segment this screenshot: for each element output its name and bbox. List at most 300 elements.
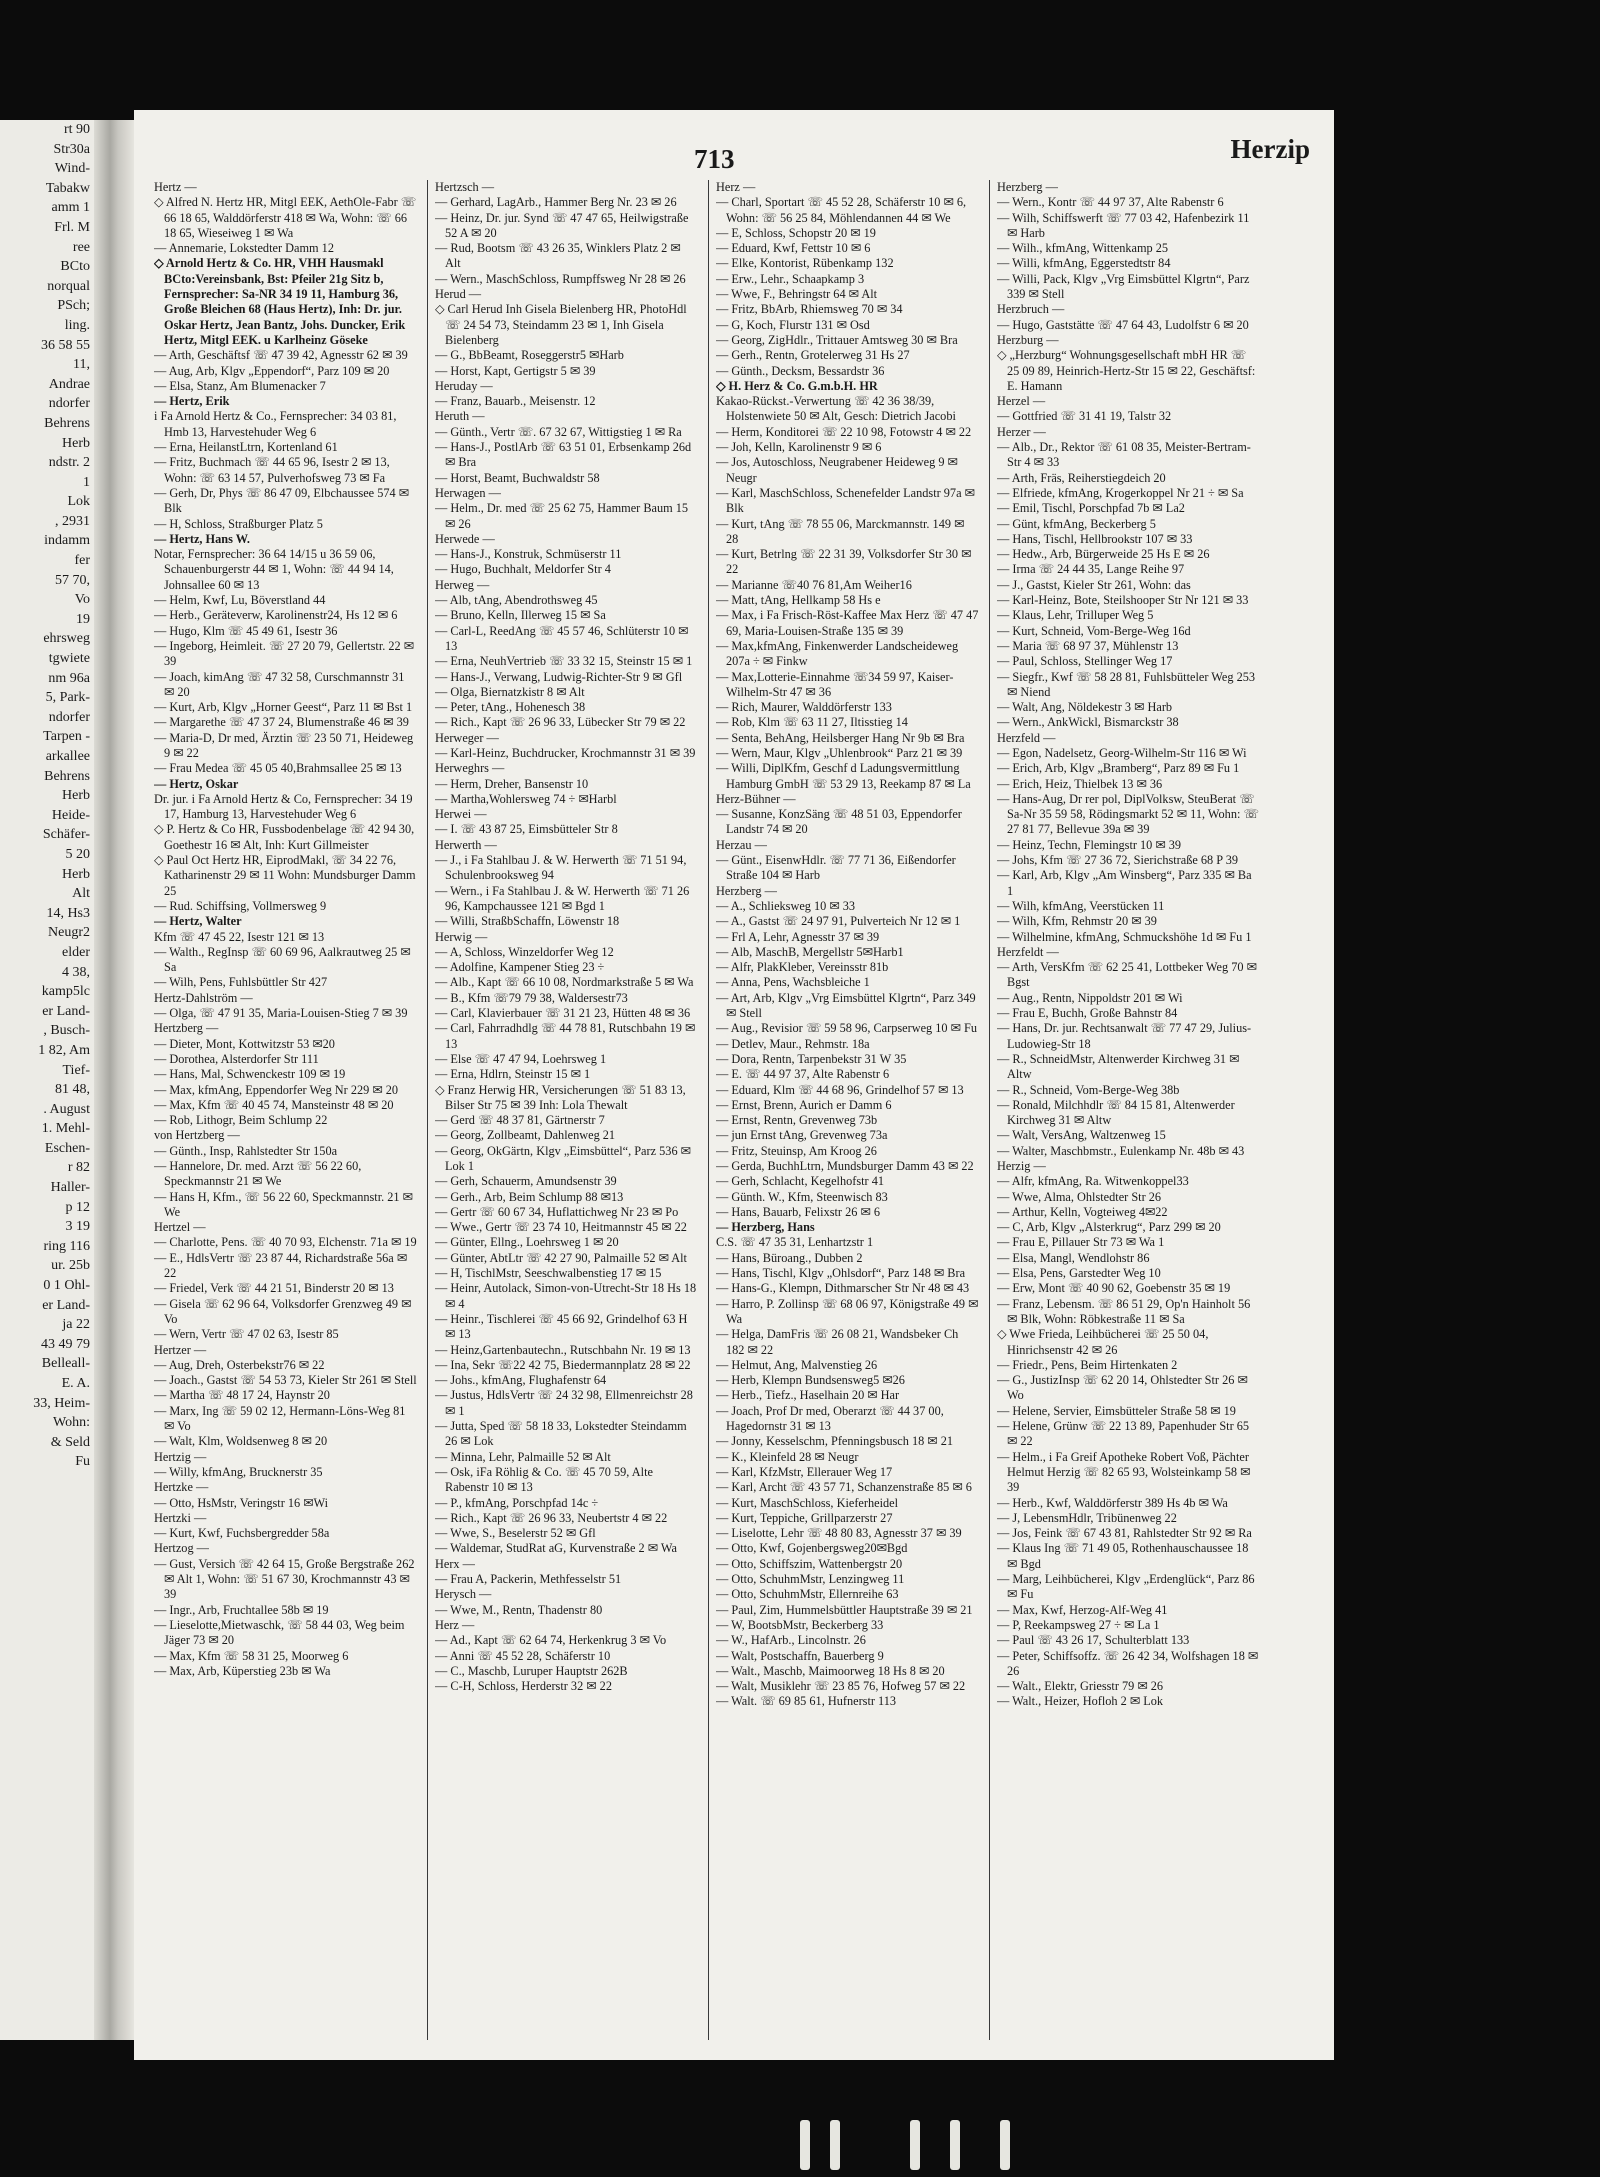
fragment-line: Eschen- — [44, 1140, 90, 1156]
directory-entry: — Peter, Schiffsoffz. ☏ 26 42 34, Wolfshagen 18 ✉ 26 — [997, 1648, 1259, 1678]
fragment-line: norqual — [47, 278, 90, 294]
directory-entry: — Gisela ☏ 62 96 64, Volksdorfer Grenzweg 49 ✉ Vo — [154, 1296, 412, 1326]
directory-entry: — Hans-J., Konstruk, Schmüserstr 11 — [435, 547, 622, 562]
directory-entry: — Hans H, Kfm., ☏ 56 22 60, Speckmannstr. 21 ✉ We — [154, 1189, 413, 1219]
directory-entry: — Matt, tAng, Hellkamp 58 Hs e — [716, 593, 881, 608]
fragment-line: BCto — [60, 259, 90, 275]
fragment-line: Alt — [72, 886, 90, 902]
directory-entry: — Peter, tAng., Hohenesch 38 — [435, 700, 586, 715]
directory-entry: — Wern., i Fa Stahlbau J. & W. Herwerth ☏ 71 26 96, Kampchaussee 121 ✉ Bgd 1 — [435, 883, 690, 913]
directory-entry: — Elsa, Pens, Garstedter Weg 10 — [997, 1266, 1161, 1281]
directory-entry: — Wwe., Gertr ☏ 23 74 10, Heitmannstr 45 ✉ 22 — [435, 1220, 687, 1235]
directory-entry: — Franz, Lebensm. ☏ 86 51 29, Op'n Hainholt 56 ✉ Blk, Wohn: Röbkestraße 11 ✉ Sa — [997, 1296, 1251, 1326]
fragment-line: Fu — [75, 1454, 90, 1470]
directory-entry: — Johs, Kfm ☏ 27 36 72, Sierichstraße 68 P 39 — [997, 853, 1239, 868]
directory-column-3 — [716, 180, 979, 2050]
directory-entry: — Max, Kfm ☏ 58 31 25, Moorweg 6 — [154, 1648, 349, 1663]
directory-entry: — Martha ☏ 48 17 24, Haynstr 20 — [154, 1388, 330, 1403]
directory-entry: — Max, Kfm ☏ 40 45 74, Mansteinstr 48 ✉ 20 — [154, 1097, 394, 1112]
directory-entry: Hertzig — — [154, 1449, 207, 1464]
directory-entry: — Walth., RegInsp ☏ 60 69 96, Aalkrautweg 25 ✉ Sa — [154, 944, 411, 975]
directory-entry: — Carl, Klavierbauer ☏ 31 21 23, Hütten 48 ✉ 36 — [435, 1006, 691, 1021]
directory-entry: — Kurt, Schneid, Vom-Berge-Weg 16d — [997, 623, 1191, 638]
directory-entry: — Otto, SchuhmMstr, Ellernreihe 63 — [716, 1587, 899, 1602]
directory-entry: — Heinz,Gartenbautechn., Rutschbahn Nr. 19 ✉ 13 — [435, 1342, 691, 1357]
directory-entry: — Eduard, Klm ☏ 44 68 96, Grindelhof 57 ✉ 13 — [716, 1082, 964, 1097]
fragment-line: Heide- — [51, 807, 90, 823]
directory-entry: — Hertz, Hans W. — [154, 531, 250, 546]
directory-entry: — Gerh, Schauerm, Amundsenstr 39 — [435, 1174, 617, 1189]
directory-entry: Herzberg — — [997, 180, 1058, 194]
directory-entry: — Hans-J., PostlArb ☏ 63 51 01, Erbsenkamp 26d ✉ Bra — [435, 440, 692, 470]
directory-entry: — Max, Kwf, Herzog-Alf-Weg 41 — [997, 1602, 1168, 1617]
directory-entry: — Emil, Tischl, Porschpfad 7b ✉ La2 — [997, 501, 1185, 516]
directory-entry: — Adolfine, Kampener Stieg 23 ÷ — [435, 960, 605, 975]
fragment-line: p 12 — [65, 1199, 90, 1215]
directory-entry: — Elke, Kontorist, Rübenkamp 132 — [716, 256, 894, 271]
fragment-line: , 2931 — [55, 513, 90, 529]
column-rule — [989, 180, 990, 2040]
directory-entry: ◇ Paul Oct Hertz HR, EiprodMakl, ☏ 34 22 76, Katharinenstr 29 ✉ 11 Wohn: Mundsburger Damm 25 — [154, 853, 416, 898]
directory-entry: — J., Gastst, Kieler Str 261, Wohn: das — [997, 577, 1191, 592]
directory-entry: — Klaus Ing ☏ 71 49 05, Rothenhauschaussee 18 ✉ Bgd — [997, 1541, 1249, 1571]
directory-entry: — Kurt, Betrlng ☏ 22 31 39, Volksdorfer Str 30 ✉ 22 — [716, 547, 972, 577]
directory-entry: — Walt, VersAng, Waltzenweg 15 — [997, 1128, 1166, 1143]
directory-entry: — Heinz, Dr. jur. Synd ☏ 47 47 65, Heilwigstraße 52 A ✉ 20 — [435, 210, 689, 240]
directory-entry: — Walt., Elektr, Griesstr 79 ✉ 26 — [997, 1679, 1164, 1694]
directory-entry: Hertzke — — [154, 1480, 209, 1495]
directory-entry: — Fritz, Steuinsp, Am Kroog 26 — [716, 1143, 877, 1158]
directory-entry: — Max, i Fa Frisch-Röst-Kaffee Max Herz ☏ 47 47 69, Maria-Louisen-Straße 135 ✉ 39 — [716, 608, 979, 638]
fragment-line: arkallee — [45, 749, 90, 764]
fragment-line: Neugr2 — [48, 925, 90, 941]
directory-entry: ◇ Alfred N. Hertz HR, Mitgl EEK, AethOle-Fabr ☏ 66 18 65, Walddörferstr 418 ✉ Wa, Wohn: ☏ 66 18 65, Wieseiweg 1 ✉ Wa — [154, 195, 417, 240]
directory-entry: ◇ „Herzburg“ Wohnungsgesellschaft mbH HR ☏ 25 09 89, Heinrich-Hertz-Str 15 ✉ 22, Geschäftsf: E. Hamann — [997, 348, 1256, 393]
directory-entry: — Hertz, Erik — [154, 394, 230, 409]
directory-entry: Hertzberg — — [154, 1021, 219, 1036]
directory-entry: — Else ☏ 47 47 94, Loehrsweg 1 — [435, 1051, 607, 1066]
directory-entry: — Ingeborg, Heimleit. ☏ 27 20 79, Gellertstr. 22 ✉ 39 — [154, 638, 415, 669]
directory-entry: — Georg, OkGärtn, Klgv „Eimsbüttel“, Parz 536 ✉ Lok 1 — [435, 1143, 691, 1173]
directory-entry: — Helm, Kwf, Lu, Böverstland 44 — [154, 593, 326, 608]
directory-entry: — Wern, Maur, Klgv „Uhlenbrook“ Parz 21 ✉ 39 — [716, 745, 963, 760]
directory-entry: — Otto, Kwf, Gojenbergsweg20✉Bgd — [716, 1541, 908, 1556]
directory-entry: — Günth. W., Kfm, Steenwisch 83 — [716, 1189, 888, 1204]
directory-entry: — Gerh, Schlacht, Kegelhofstr 41 — [716, 1174, 885, 1189]
directory-entry: — Alb., Kapt ☏ 66 10 08, Nordmarkstraße 5 ✉ Wa — [435, 975, 694, 990]
adjacent-page-fragment — [0, 120, 94, 2040]
directory-entry: Herzau — — [716, 837, 767, 852]
directory-entry: — Eduard, Kwf, Fettstr 10 ✉ 6 — [716, 241, 871, 256]
directory-entry: — Hertz, Walter — [154, 914, 242, 929]
directory-entry: — Kurt, Arb, Klgv „Horner Geest“, Parz 11 ✉ Bst 1 — [154, 700, 413, 715]
directory-entry: Kakao-Rückst.-Verwertung ☏ 42 36 38/39, Holstenwiete 50 ✉ Alt, Gesch: Dietrich Jacobi — [716, 394, 956, 424]
fragment-line: 3 19 — [65, 1219, 90, 1235]
fragment-line: tgwiete — [48, 651, 90, 667]
directory-entry: — Walt, Ang, Nöldekestr 3 ✉ Harb — [997, 700, 1173, 715]
directory-entry: — Hedw., Arb, Bürgerweide 25 Hs E ✉ 26 — [997, 547, 1210, 562]
directory-entry: Hertzog — — [154, 1541, 209, 1556]
directory-entry: — Wwe, S., Beselerstr 52 ✉ Gfl — [435, 1526, 596, 1541]
directory-entry: — Rich, Maurer, Walddörferstr 133 — [716, 700, 892, 715]
directory-entry: — Rich., Kapt ☏ 26 96 33, Lübecker Str 79 ✉ 22 — [435, 715, 686, 730]
directory-entry: — Maria-D, Dr med, Ärztin ☏ 23 50 71, Heideweg 9 ✉ 22 — [154, 730, 414, 760]
directory-entry: — Gerd ☏ 48 37 81, Gärtnerstr 7 — [435, 1113, 605, 1128]
directory-entry: — Günt, kfmAng, Beckerberg 5 — [997, 516, 1156, 531]
directory-entry: — Rob, Klm ☏ 63 11 27, Iltisstieg 14 — [716, 715, 908, 730]
directory-entry: — Lieselotte,Mietwaschk, ☏ 58 44 03, Weg beim Jäger 73 ✉ 20 — [154, 1617, 405, 1648]
directory-entry: — Willi, kfmAng, Eggerstedtstr 84 — [997, 256, 1171, 271]
directory-entry: Herzbruch — — [997, 302, 1065, 317]
directory-entry: — Herm, Dreher, Bansenstr 10 — [435, 776, 589, 791]
directory-entry: — Walt. ☏ 69 85 61, Hufnerstr 113 — [716, 1694, 897, 1709]
directory-entry: — Charlotte, Pens. ☏ 40 70 93, Elchenstr. 71a ✉ 19 — [154, 1235, 417, 1250]
directory-entry: — Aug., Rentn, Nippoldstr 201 ✉ Wi — [997, 990, 1183, 1005]
directory-entry: — Elsa, Stanz, Am Blumenacker 7 — [154, 378, 326, 393]
directory-entry: — J., i Fa Stahlbau J. & W. Herwerth ☏ 71 51 94, Schulenbrooksweg 94 — [435, 853, 687, 883]
directory-entry: — E. ☏ 44 97 37, Alte Rabenstr 6 — [716, 1067, 890, 1082]
fragment-line: Herb — [62, 866, 90, 882]
directory-entry: — Jos, Autoschloss, Neugrabener Heideweg 9 ✉ Neugr — [716, 455, 958, 485]
directory-entry: — Erna, NeuhVertrieb ☏ 33 32 15, Steinstr 15 ✉ 1 — [435, 654, 693, 669]
directory-entry: — Heinr., Tischlerei ☏ 45 66 92, Grindelhof 63 H ✉ 13 — [435, 1311, 688, 1342]
directory-entry: — Jonny, Kesselschm, Pfenningsbusch 18 ✉ 21 — [716, 1434, 953, 1449]
directory-entry: — Frau E, Buchh, Große Bahnstr 84 — [997, 1006, 1178, 1021]
fragment-line: er Land- — [42, 1003, 90, 1019]
fragment-line: Str30a — [53, 141, 90, 157]
directory-entry: — Rud, Bootsm ☏ 43 26 35, Winklers Platz 2 ✉ Alt — [435, 241, 681, 271]
directory-entry: — Gust, Versich ☏ 42 64 15, Große Bergstraße 262 ✉ Alt 1, Wohn: ☏ 51 67 30, Krochmannstr 43 ✉39 — [154, 1556, 415, 1602]
directory-entry: — Herb., Tiefz., Haselhain 20 ✉ Har — [716, 1388, 900, 1403]
directory-entry: Heruth — — [435, 409, 485, 424]
directory-entry: — Rud. Schiffsing, Vollmersweg 9 — [154, 898, 327, 913]
fragment-line: Schäfer- — [42, 827, 90, 843]
directory-entry: — Joh, Kelln, Karolinenstr 9 ✉ 6 — [716, 440, 882, 455]
directory-entry: Herx — — [435, 1556, 475, 1571]
directory-entry: — P., kfmAng, Porschpfad 14c ÷ — [435, 1495, 599, 1510]
fragment-line: 5 20 — [65, 846, 90, 862]
directory-entry: — Helga, DamFris ☏ 26 08 21, Wandsbeker Ch 182 ✉ 22 — [716, 1327, 959, 1357]
directory-entry: — Alb, tAng, Abendrothsweg 45 — [435, 593, 598, 608]
directory-entry: — Harro, P. Zollinsp ☏ 68 06 97, Königstraße 49 ✉ Wa — [716, 1296, 979, 1326]
directory-entry: — Frau E, Pillauer Str 73 ✉ Wa 1 — [997, 1235, 1165, 1250]
fragment-line: kamp5lc — [41, 984, 90, 1000]
directory-entry: — Klaus, Lehr, Trilluper Weg 5 — [997, 608, 1154, 623]
fragment-line: ndstr. 2 — [48, 455, 90, 471]
directory-entry: — Olga, ☏ 47 91 35, Maria-Louisen-Stieg 7 ✉ 39 — [154, 1006, 408, 1021]
directory-entry: i Fa Arnold Hertz & Co., Fernsprecher: 34 03 81, Hmb 13, Harvestehuder Weg 6 — [154, 409, 397, 439]
directory-entry: — Frl A, Lehr, Agnesstr 37 ✉ 39 — [716, 929, 880, 944]
directory-entry: — Gerda, BuchhLtrn, Mundsburger Damm 43 ✉ 22 — [716, 1159, 974, 1173]
directory-entry: ◇ Arnold Hertz & Co. HR, VHH Hausmakl BCto:Vereinsbank, Bst: Pfeiler 21g Sitz b, Fernsprecher: Sa-NR 34 19 11, Hamburg 36, Große Bleichen 68 (Haus Hertz), Inh: Dr. jur. Oskar Hertz, Jean Bantz, Johs. Duncker, Erik Hertz, Mitgl EEK. u Karlheinz Göseke — [154, 256, 406, 347]
directory-entry: — Wilhelmine, kfmAng, Schmuckshöhe 1d ✉ Fu 1 — [997, 929, 1252, 944]
directory-entry: — Wwe, Alma, Ohlstedter Str 26 — [997, 1189, 1162, 1204]
directory-entry: — Bruno, Kelln, Illerweg 15 ✉ Sa — [435, 608, 606, 623]
directory-entry: — Walter, Maschbmstr., Eulenkamp Nr. 48b ✉ 43 — [997, 1143, 1245, 1158]
directory-entry: — Wilh, Schiffswerft ☏ 77 03 42, Hafenbezirk 11 ✉ Harb — [997, 210, 1250, 240]
fragment-line: er Land- — [42, 1297, 90, 1313]
directory-entry: — Ingr., Arb, Fruchtallee 58b ✉ 19 — [154, 1602, 329, 1617]
directory-entry: — Gerh., Arb, Beim Schlump 88 ✉13 — [435, 1189, 624, 1204]
directory-entry: Herweghrs — — [435, 761, 505, 776]
directory-entry: — Max, kfmAng, Eppendorfer Weg Nr 229 ✉ 20 — [154, 1082, 399, 1097]
directory-entry: — Hans, Tischl, Hellbrookstr 107 ✉ 33 — [997, 531, 1193, 546]
fragment-line: Andrae — [48, 376, 90, 392]
directory-entry: Notar, Fernsprecher: 36 64 14/15 u 36 59 06, Schauenburgerstr 44 ✉ 1, Wohn: ☏ 44 94 14, Johnsallee 60 ✉ 13 — [154, 547, 394, 592]
book-gutter — [94, 120, 134, 2040]
fragment-line: ndorfer — [48, 709, 90, 725]
directory-entry: C.S. ☏ 47 35 31, Lenhartzstr 1 — [716, 1235, 874, 1250]
directory-entry: — Jutta, Sped ☏ 58 18 33, Lokstedter Steindamm 26 ✉ Lok — [435, 1419, 687, 1449]
directory-entry: ◇ Carl Herud Inh Gisela Bielenberg HR, PhotoHdl ☏ 24 54 73, Steindamm 23 ✉ 1, Inh Gisela Bielenberg — [435, 302, 687, 347]
directory-entry: — Paul, Schloss, Stellinger Weg 17 — [997, 654, 1173, 669]
directory-entry: — Johs., kfmAng, Flughafenstr 64 — [435, 1373, 607, 1388]
directory-entry: — Siegfr., Kwf ☏ 58 28 81, Fuhlsbütteler Weg 253 ✉ Niend — [997, 669, 1256, 699]
directory-entry: Herz-Bühner — — [716, 791, 796, 806]
fragment-line: indamm — [44, 533, 90, 549]
directory-entry: — Minna, Lehr, Palmaille 52 ✉ Alt — [435, 1449, 611, 1464]
directory-entry: — Helene, Grünw ☏ 22 13 89, Papenhuder Str 65 ✉ 22 — [997, 1419, 1250, 1449]
directory-entry: — Herb., Kwf, Walddörferstr 389 Hs 4b ✉ Wa — [997, 1495, 1228, 1510]
directory-entry: — Carl-L, ReedAng ☏ 45 57 46, Schlüterstr 10 ✉ 13 — [435, 623, 689, 653]
directory-entry: — Rich., Kapt ☏ 26 96 33, Neubertstr 4 ✉ 22 — [435, 1510, 668, 1525]
fragment-line: Behrens — [44, 415, 90, 431]
directory-entry: — Gerh, Dr, Phys ☏ 86 47 09, Elbchaussee 574 ✉ Blk — [154, 485, 410, 516]
directory-entry: — Alfr, PlakKleber, Vereinsstr 81b — [716, 960, 889, 975]
directory-entry: — Hugo, Gaststätte ☏ 47 64 43, Ludolfstr 6 ✉ 20 — [997, 317, 1249, 332]
fragment-line: PSch; — [57, 298, 90, 314]
directory-entry: — Wern., MaschSchloss, Rumpffsweg Nr 28 ✉ 26 — [435, 271, 686, 286]
directory-entry: — Kurt, tAng ☏ 78 55 06, Marckmannstr. 149 ✉ 28 — [716, 516, 965, 546]
directory-entry: — Herm, Konditorei ☏ 22 10 98, Fotowstr 4 ✉ 22 — [716, 424, 972, 439]
directory-entry: — Wern., Kontr ☏ 44 97 37, Alte Rabenstr 6 — [997, 195, 1224, 210]
directory-entry: — Karl, KfzMstr, Ellerauer Weg 17 — [716, 1464, 893, 1479]
directory-entry: Herysch — — [435, 1587, 492, 1602]
directory-entry: — Anna, Pens, Wachsbleiche 1 — [716, 975, 870, 990]
directory-entry: — Hugo, Buchhalt, Meldorfer Str 4 — [435, 562, 611, 577]
directory-entry: Hertz-Dahlström — — [154, 990, 253, 1005]
directory-entry: — Elsa, Mangl, Wendlohstr 86 — [997, 1250, 1150, 1265]
directory-entry: — Max,kfmAng, Finkenwerder Landscheideweg 207a ÷ ✉ Finkw — [716, 638, 959, 669]
directory-entry: — Hans-G., Klempn, Dithmarscher Str Nr 48 ✉ 43 — [716, 1281, 970, 1296]
directory-entry: Herud — — [435, 287, 482, 302]
fragment-line: 14, Hs3 — [46, 905, 90, 921]
fragment-line: Haller- — [50, 1180, 90, 1196]
directory-entry: — Ad., Kapt ☏ 62 64 74, Herkenkrug 3 ✉ Vo — [435, 1633, 667, 1648]
directory-entry: — P, Reekampsweg 27 ÷ ✉ La 1 — [997, 1617, 1160, 1632]
fragment-line: 11, — [73, 357, 90, 373]
directory-column-2 — [435, 180, 698, 2050]
fragment-line: Behrens — [44, 768, 90, 784]
directory-entry: — Walt, Postschaffn, Bauerberg 9 — [716, 1648, 884, 1663]
directory-entry: — Heinr, Autolack, Simon-von-Utrecht-Str 18 Hs 18 ✉ 4 — [435, 1281, 697, 1311]
fragment-line: Lok — [67, 494, 90, 510]
directory-entry: — Heinz, Techn, Flemingstr 10 ✉ 39 — [997, 837, 1182, 852]
fragment-line: ja 22 — [62, 1317, 90, 1333]
directory-entry: — Maria ☏ 68 97 37, Mühlenstr 13 — [997, 638, 1179, 653]
directory-entry: Herzfeldt — — [997, 944, 1059, 959]
directory-entry: — Helm., i Fa Greif Apotheke Robert Voß, Pächter Helmut Herzig ☏ 82 65 93, Wolsteinkamp 58 ✉ 39 — [997, 1449, 1251, 1495]
directory-entry: — B., Kfm ☏79 79 38, Waldersestr73 — [435, 990, 628, 1005]
directory-entry: — Joach., Gastst ☏ 54 53 73, Kieler Str 261 ✉ Stell — [154, 1373, 417, 1388]
scan-edge-marks — [800, 2120, 1060, 2177]
directory-entry: — Willi, Pack, Klgv „Vrg Eimsbüttel Klgrtn“, Parz 339 ✉ Stell — [997, 271, 1250, 302]
fragment-line: fer — [74, 553, 90, 569]
directory-entry: — Osk, iFa Röhlig & Co. ☏ 45 70 59, Alte Rabenstr 10 ✉ 13 — [435, 1464, 653, 1495]
fragment-line: 1. Mehl- — [41, 1121, 90, 1137]
directory-entry: — Susanne, KonzSäng ☏ 48 51 03, Eppendorfer Landstr 74 ✉ 20 — [716, 807, 962, 837]
directory-entry: — Hans, Bauarb, Felixstr 26 ✉ 6 — [716, 1204, 880, 1219]
fragment-line: 4 38, — [62, 964, 90, 980]
directory-entry: — H, TischlMstr, Seeschwalbenstieg 17 ✉ 15 — [435, 1266, 662, 1281]
directory-entry: Hertz — — [154, 180, 197, 194]
directory-entry: — Wwe, F., Behringstr 64 ✉ Alt — [716, 287, 878, 302]
directory-entry: — Karl, Archt ☏ 43 57 71, Schanzenstraße 85 ✉ 6 — [716, 1480, 972, 1495]
column-rule — [708, 180, 709, 2040]
directory-entry: Hertzsch — — [435, 180, 495, 194]
directory-entry: — Aug, Dreh, Osterbekstr76 ✉ 22 — [154, 1357, 325, 1372]
fragment-line: 36 58 55 — [41, 337, 90, 353]
fragment-line: & Seld — [50, 1434, 90, 1450]
fragment-line: Wohn: — [53, 1415, 90, 1431]
directory-column-4 — [997, 180, 1260, 2050]
directory-entry: — Joach, kimAng ☏ 47 32 58, Curschmannstr 31 ✉ 20 — [154, 669, 405, 699]
directory-entry: — Gottfried ☏ 31 41 19, Talstr 32 — [997, 409, 1172, 424]
directory-entry: — Karl-Heinz, Buchdrucker, Krochmannstr 31 ✉ 39 — [435, 745, 696, 760]
directory-entry: — Willi, StraßbSchaffn, Löwenstr 18 — [435, 914, 620, 929]
directory-entry: — Wwe, M., Rentn, Thadenstr 80 — [435, 1602, 603, 1617]
directory-entry: — Arthur, Kelln, Vogteiweg 4✉22 — [997, 1204, 1168, 1219]
directory-entry: — Elfriede, kfmAng, Krogerkoppel Nr 21 ÷ ✉ Sa — [997, 485, 1244, 500]
directory-entry: — Hans, Mal, Schwenckestr 109 ✉ 19 — [154, 1067, 346, 1082]
directory-entry: — Hans, Tischl, Klgv „Ohlsdorf“, Parz 148 ✉ Bra — [716, 1266, 966, 1281]
directory-entry: — Ina, Sekr ☏22 42 75, Biedermannplatz 28 ✉ 22 — [435, 1357, 691, 1372]
directory-entry: Hertzel — — [154, 1220, 206, 1235]
directory-entry: — Annemarie, Lokstedter Damm 12 — [154, 241, 334, 256]
fragment-line: Herb — [62, 788, 90, 804]
directory-entry: — Marg, Leihbücherei, Klgv „Erdenglück“, Parz 86 ✉ Fu — [997, 1572, 1255, 1602]
directory-entry: Herwagen — — [435, 485, 501, 500]
fragment-line: amm 1 — [51, 200, 90, 216]
directory-entry: — Aug, Arb, Klgv „Eppendorf“, Parz 109 ✉ 20 — [154, 363, 390, 378]
directory-entry: — Egon, Nadelsetz, Georg-Wilhelm-Str 116 ✉ Wi — [997, 745, 1247, 760]
directory-entry: — Arth, Fräs, Reiherstiegdeich 20 — [997, 470, 1166, 485]
directory-entry: — Otto, Schiffszim, Wattenbergstr 20 — [716, 1556, 903, 1571]
fragment-line: Tief- — [62, 1062, 90, 1078]
directory-entry: — K., Kleinfeld 28 ✉ Neugr — [716, 1449, 859, 1464]
directory-entry: — Walt, Musiklehr ☏ 23 85 76, Hofweg 57 ✉ 22 — [716, 1679, 966, 1694]
directory-entry: — Alb, MaschB, Mergellstr 5✉Harb1 — [716, 944, 904, 959]
directory-entry: — Hans-Aug, Dr rer pol, DiplVolksw, SteuBerat ☏ Sa-Nr 35 59 58, Rödingsmarkt 52 ✉ 11, Wohn: ☏ 27 81 77, Bellevue 39a ✉ 39 — [997, 791, 1259, 837]
directory-entry: — Willy, kfmAng, Brucknerstr 35 — [154, 1464, 323, 1479]
directory-entry: — R., SchneidMstr, Altenwerder Kirchweg 31 ✉ Altw — [997, 1051, 1240, 1082]
fragment-line: E. A. — [61, 1376, 90, 1391]
directory-entry: Herweger — — [435, 730, 499, 745]
directory-entry: — Gerh., Rentn, Grotelerweg 31 Hs 27 — [716, 348, 910, 363]
directory-entry: Herwei — — [435, 807, 487, 822]
directory-entry: — Hans, Dr. jur. Rechtsanwalt ☏ 77 47 29, Julius-Ludowieg-Str 18 — [997, 1021, 1252, 1051]
directory-entry: — A, Schloss, Winzeldorfer Weg 12 — [435, 944, 614, 959]
directory-entry: Herwig — — [435, 929, 488, 944]
column-rule — [427, 180, 428, 2040]
directory-entry: — A., Gastst ☏ 24 97 91, Pulverteich Nr 12 ✉ 1 — [716, 914, 961, 929]
fragment-line: ring 116 — [43, 1238, 90, 1254]
directory-entry: — Herzberg, Hans — [716, 1220, 815, 1235]
fragment-line: 33, Heim- — [33, 1395, 90, 1411]
directory-entry: — Dora, Rentn, Tarpenbekstr 31 W 35 — [716, 1051, 907, 1066]
fragment-line: Wind- — [54, 161, 90, 177]
directory-entry: Herz — — [716, 180, 756, 194]
directory-entry: — Günt., EisenwHdlr. ☏ 77 71 36, Eißendorfer Straße 104 ✉ Harb — [716, 853, 956, 883]
directory-entry: Kfm ☏ 47 45 22, Isestr 121 ✉ 13 — [154, 929, 325, 944]
directory-entry: — Helm., Dr. med ☏ 25 62 75, Hammer Baum 15 ✉ 26 — [435, 501, 689, 531]
directory-entry: — Ronald, Milchhdlr ☏ 84 15 81, Altenwerder Kirchweg 31 ✉ Altw — [997, 1097, 1235, 1128]
directory-entry: — G., BbBeamt, Roseggerstr5 ✉Harb — [435, 348, 624, 363]
directory-entry: — Joach, Prof Dr med, Oberarzt ☏ 44 37 00, Hagedornstr 31 ✉ 13 — [716, 1403, 944, 1434]
directory-entry: — Günter, Ellng., Loehrsweg 1 ✉ 20 — [435, 1235, 619, 1250]
directory-entry: — Willi, DiplKfm, Geschf d Ladungsvermittlung Hamburg GmbH ☏ 53 29 13, Reekamp 87 ✉ La — [716, 761, 971, 791]
directory-entry: — Erw., Lehr., Schaapkamp 3 — [716, 271, 865, 286]
directory-entry: — Senta, BehAng, Heilsberger Hang Nr 9b ✉ Bra — [716, 730, 965, 745]
directory-entry: — Art, Arb, Klgv „Vrg Eimsbüttel Klgrtn“, Parz 349 ✉ Stell — [716, 990, 976, 1021]
directory-entry: — Rob, Lithogr, Beim Schlump 22 — [154, 1113, 328, 1128]
directory-entry: — Detlev, Maur., Rehmstr. 18a — [716, 1036, 870, 1051]
directory-entry: — Erna, Hdlrn, Steinstr 15 ✉ 1 — [435, 1067, 591, 1082]
directory-entry: — Arth, Geschäftsf ☏ 47 39 42, Agnesstr 62 ✉ 39 — [154, 348, 408, 363]
directory-entry: — Paul ☏ 43 26 17, Schulterblatt 133 — [997, 1633, 1190, 1648]
directory-entry: — Franz, Bauarb., Meisenstr. 12 — [435, 394, 596, 409]
directory-entry: — Gerhard, LagArb., Hammer Berg Nr. 23 ✉ 26 — [435, 195, 677, 210]
directory-entry: — G, Koch, Flurstr 131 ✉ Osd — [716, 317, 870, 332]
fragment-line: 1 82, Am — [38, 1042, 90, 1058]
directory-entry: ◇ P. Hertz & Co HR, Fussbodenbelage ☏ 42 94 30, Goethestr 16 ✉ Alt, Inh: Kurt Gillmeister — [154, 822, 415, 852]
directory-entry: — Horst, Kapt, Gertigstr 5 ✉ 39 — [435, 363, 596, 378]
directory-entry: — Ernst, Rentn, Grevenweg 73b — [716, 1113, 878, 1128]
directory-entry: — C, Arb, Klgv „Alsterkrug“, Parz 299 ✉ 20 — [997, 1220, 1221, 1235]
directory-entry: — Herb, Klempn Bundsensweg5 ✉26 — [716, 1373, 905, 1388]
directory-entry: — Erw, Mont ☏ 40 90 62, Goebenstr 35 ✉ 19 — [997, 1281, 1231, 1296]
fragment-line: ehrsweg — [43, 631, 90, 647]
fragment-line: 1 — [83, 474, 90, 490]
directory-entry: Herweg — — [435, 577, 490, 592]
directory-entry: Dr. jur. i Fa Arnold Hertz & Co, Fernsprecher: 34 19 17, Hamburg 13, Harvestehuder Weg 6 — [154, 791, 413, 822]
directory-entry: — Paul, Zim, Hummelsbüttler Hauptstraße 39 ✉ 21 — [716, 1602, 973, 1617]
fragment-line: 43 49 79 — [41, 1336, 90, 1352]
directory-entry: — Wilh, kfmAng, Veerstücken 11 — [997, 898, 1165, 913]
directory-entry: — Kurt, Kwf, Fuchsbergredder 58a — [154, 1526, 330, 1541]
directory-entry: — Margarethe ☏ 47 37 24, Blumenstraße 46 ✉ 39 — [154, 715, 409, 730]
directory-entry: — Charl, Sportart ☏ 45 52 28, Schäferstr 10 ✉ 6, Wohn: ☏ 56 25 84, Möhlendannen 44 ✉ We — [716, 195, 967, 225]
directory-entry: — C., Maschb, Luruper Hauptstr 262B — [435, 1663, 628, 1678]
fragment-line: ur. 25b — [51, 1258, 90, 1274]
directory-entry: Hertzer — — [154, 1342, 207, 1357]
directory-entry: — Walt, Klm, Woldsenweg 8 ✉ 20 — [154, 1434, 328, 1449]
directory-entry: — Gertr ☏ 60 67 34, Huflattichweg Nr 23 ✉ Po — [435, 1204, 679, 1219]
directory-entry: — W, BootsbMstr, Beckerberg 33 — [716, 1617, 884, 1632]
directory-entry: Herzer — — [997, 424, 1046, 439]
directory-entry: Herzberg — — [716, 883, 777, 898]
directory-entry: Herzel — — [997, 394, 1046, 409]
page-number: 713 — [694, 144, 735, 174]
directory-entry: — Fritz, Buchmach ☏ 44 65 96, Isestr 2 ✉ 13, Wohn: ☏ 63 14 57, Pulverhofsweg 73 ✉ Fa — [154, 455, 390, 485]
directory-entry: — G., JustizInsp ☏ 62 20 14, Ohlstedter Str 26 ✉ Wo — [997, 1373, 1248, 1403]
directory-entry: — Marx, Ing ☏ 59 02 12, Hermann-Löns-Weg 81 ✉ Vo — [154, 1403, 406, 1434]
directory-entry: — Kurt, Teppiche, Grillparzerstr 27 — [716, 1510, 893, 1525]
directory-entry: ◇ Wwe Frieda, Leihbücherei ☏ 25 50 04, Hinrichsenstr 42 ✉ 26 — [997, 1327, 1209, 1357]
directory-entry: — jun Ernst tAng, Grevenweg 73a — [716, 1128, 888, 1143]
directory-entry: Heruday — — [435, 378, 493, 393]
directory-entry: — Günth., Insp, Rahlstedter Str 150a — [154, 1143, 338, 1158]
